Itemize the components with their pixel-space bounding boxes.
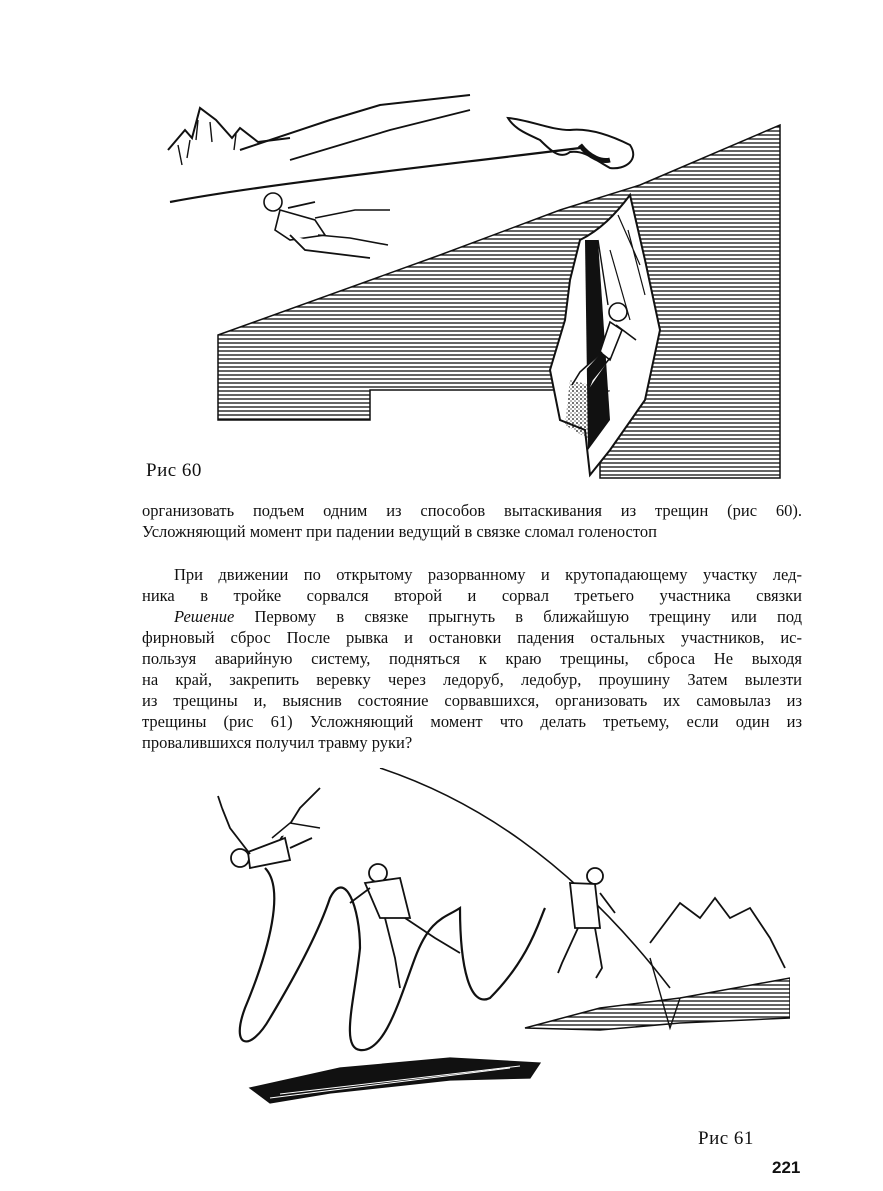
text-line: Усложняющий момент при падении ведущий в связке сломал голеностоп: [142, 522, 657, 541]
figure-61-illustration: [210, 768, 790, 1138]
text-line: на край, закрепить веревку через ледоруб, ледобур, проушину Затем вылезти: [142, 670, 802, 689]
text-line: провалившихся получил травму руки?: [142, 733, 413, 752]
paragraph-1: [142, 500, 802, 542]
text-line: фирновый сброс После рывка и остановки падения остальных участников, ис-: [142, 628, 802, 647]
climber-on-slope: [264, 193, 390, 258]
figure-61-caption: Рис 61: [698, 1128, 754, 1149]
falling-climber: [218, 788, 320, 868]
middle-climber: [350, 864, 460, 988]
mountain-ridge: [650, 898, 785, 968]
crevasse-rescue-drawing: [140, 90, 790, 490]
text-line: трещины (рис 61) Усложняющий момент что делать третьему, если один из: [142, 712, 802, 731]
figure-60-caption: Рис 60: [146, 460, 202, 481]
solution-label: Решение: [174, 607, 235, 626]
figure-60-illustration: [140, 90, 790, 490]
text-line: пользуя аварийную систему, подняться к краю трещины, сброса Не выходя: [142, 649, 802, 668]
text-line: организовать подъем одним из способов вытаскивания из трещин (рис 60).: [142, 501, 802, 520]
ice-cave: [508, 118, 633, 168]
rope-team-fall-drawing: [210, 768, 790, 1138]
page-number: 221: [772, 1158, 801, 1177]
glacier-slope: [218, 125, 780, 478]
standing-climber: [558, 868, 615, 978]
text-line: При движении по открытому разорванному и крутопадающему участку лед-: [174, 565, 802, 584]
solution-line: [142, 606, 802, 627]
mountain-silhouette: [168, 95, 470, 165]
paragraph-2: [142, 564, 802, 753]
solution-text: Первому в связке прыгнуть в ближайшую трещину или под: [234, 607, 802, 626]
text-line: из трещины и, выяснив состояние сорвавшихся, организовать их самовылаз из: [142, 691, 802, 710]
text-line: ника в тройке сорвался второй и сорвал третьего участника связки: [142, 586, 802, 605]
